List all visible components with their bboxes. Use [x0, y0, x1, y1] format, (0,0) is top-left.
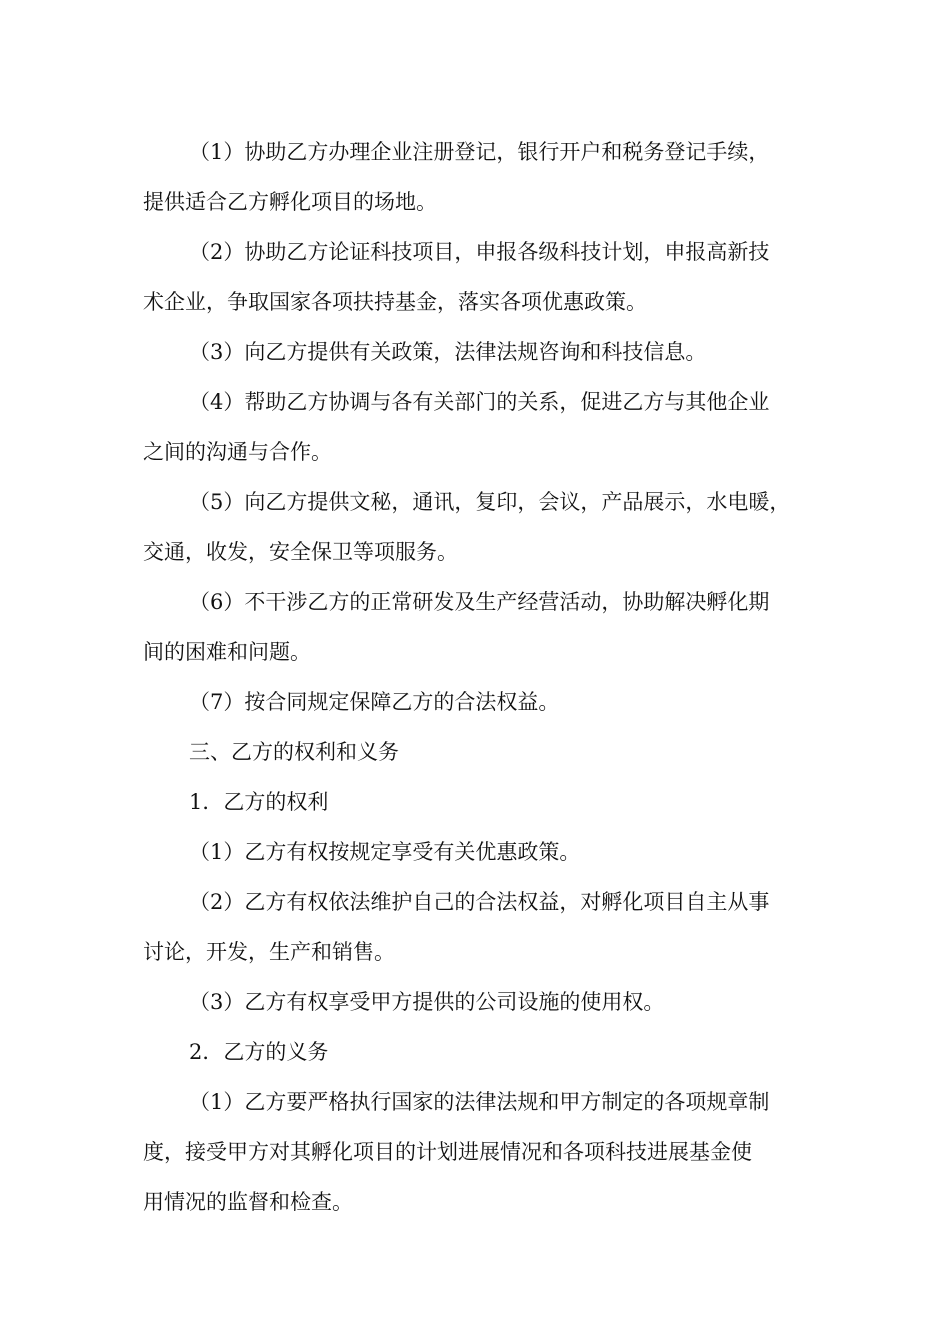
paragraph-line: 之间的沟通与合作。	[143, 440, 332, 464]
paragraph-line: 度，接受甲方对其孵化项目的计划进展情况和各项科技进展基金使	[143, 1140, 752, 1164]
paragraph-line: 用情况的监督和检查。	[143, 1190, 353, 1214]
subsection-heading: 2．乙方的义务	[189, 1040, 329, 1064]
paragraph-line: （1）乙方有权按规定享受有关优惠政策。	[189, 840, 581, 864]
document-body	[143, 127, 823, 1227]
subsection-heading: 1．乙方的权利	[189, 790, 329, 814]
paragraph-line: 讨论，开发，生产和销售。	[143, 940, 395, 964]
paragraph-line: 提供适合乙方孵化项目的场地。	[143, 190, 437, 214]
paragraph-line: （6）不干涉乙方的正常研发及生产经营活动，协助解决孵化期	[189, 590, 770, 614]
paragraph-line: 交通，收发，安全保卫等项服务。	[143, 540, 458, 564]
paragraph-line: 术企业，争取国家各项扶持基金，落实各项优惠政策。	[143, 290, 647, 314]
paragraph-line: （2）乙方有权依法维护自己的合法权益，对孵化项目自主从事	[189, 890, 770, 914]
paragraph-line: 间的困难和问题。	[143, 640, 311, 664]
paragraph-line: （1）协助乙方办理企业注册登记，银行开户和税务登记手续，	[189, 140, 770, 164]
paragraph-line: （1）乙方要严格执行国家的法律法规和甲方制定的各项规章制	[189, 1090, 770, 1114]
paragraph-line: （3）向乙方提供有关政策，法律法规咨询和科技信息。	[189, 340, 707, 364]
paragraph-line: （7）按合同规定保障乙方的合法权益。	[189, 690, 560, 714]
section-heading: 三、乙方的权利和义务	[189, 740, 399, 764]
paragraph-line: （3）乙方有权享受甲方提供的公司设施的使用权。	[189, 990, 665, 1014]
paragraph-line: （2）协助乙方论证科技项目，申报各级科技计划，申报高新技	[189, 240, 770, 264]
paragraph-line: （4）帮助乙方协调与各有关部门的关系，促进乙方与其他企业	[189, 390, 770, 414]
paragraph-line: （5）向乙方提供文秘，通讯，复印，会议，产品展示，水电暖，	[189, 490, 791, 514]
